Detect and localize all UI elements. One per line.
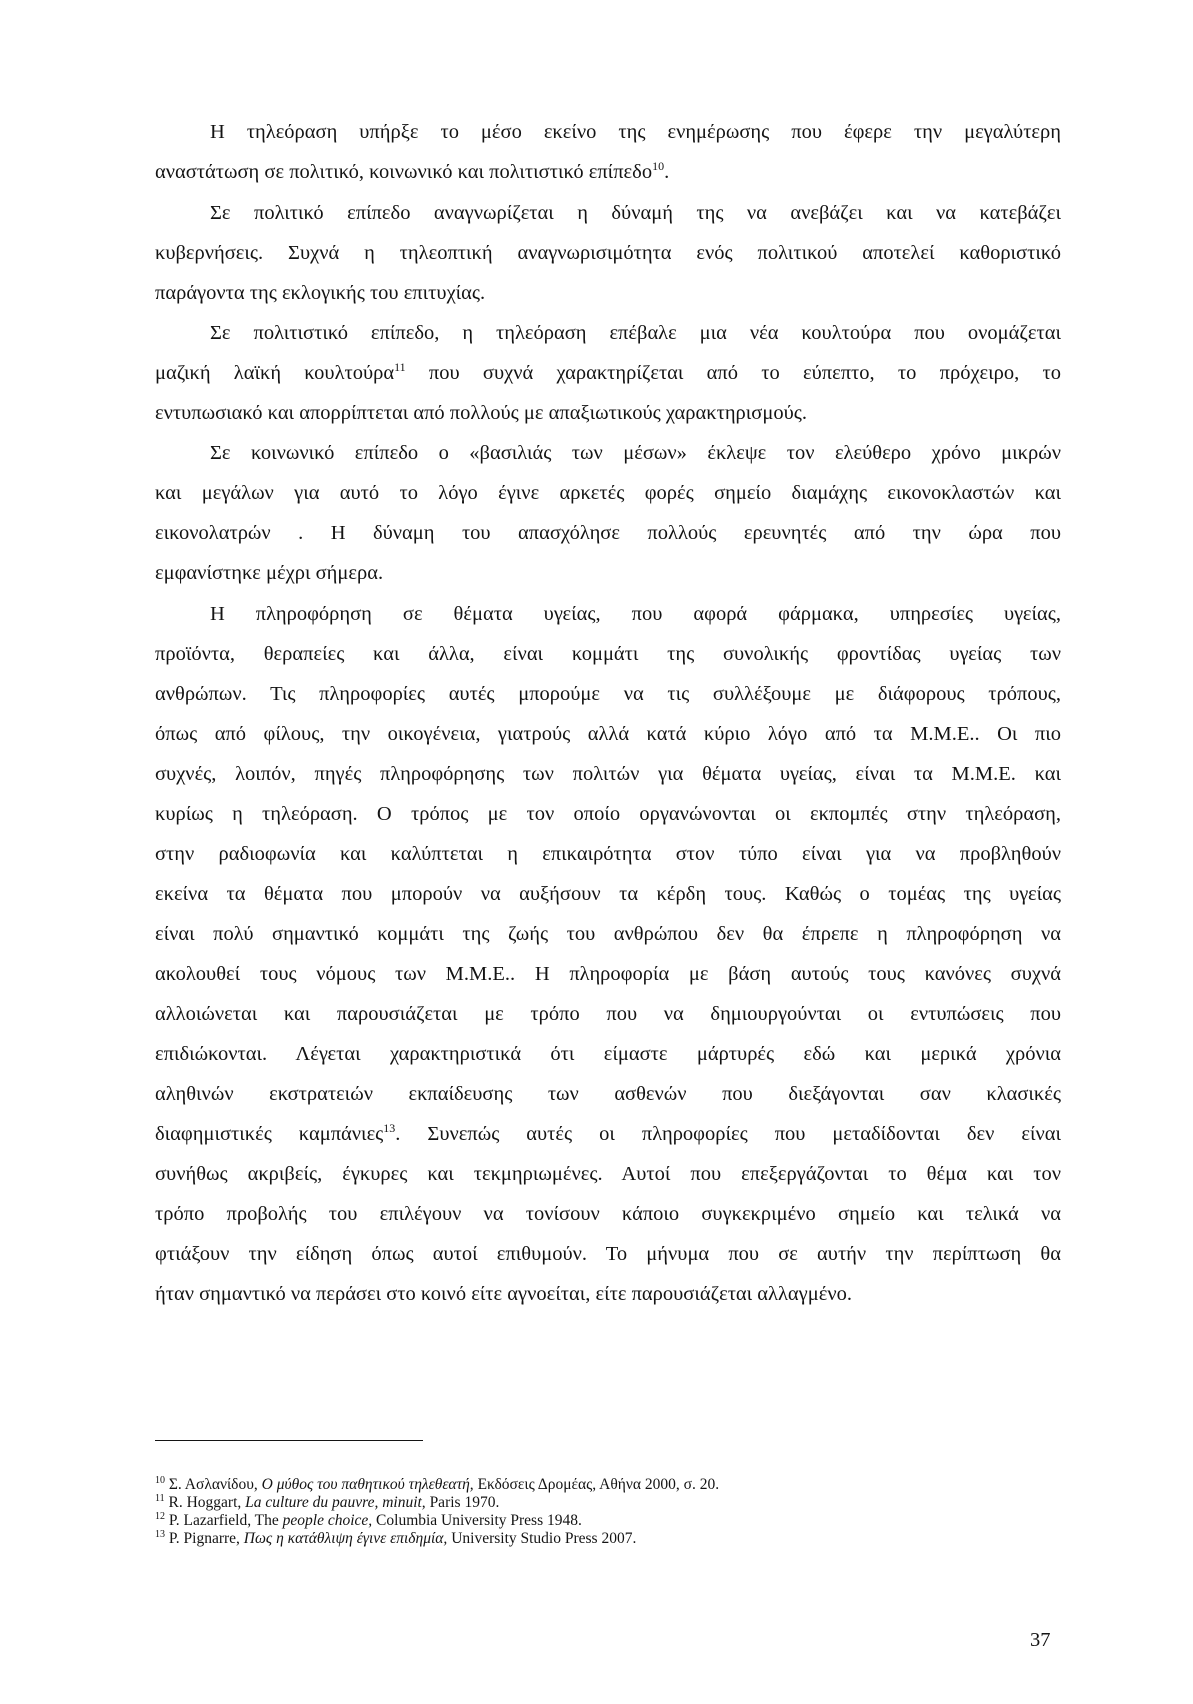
paragraph-5-line-4: όπως από φίλους, την οικογένεια, γιατρούς αλλά κατά κύριο λόγο από τα Μ.Μ.Ε.. Οι πιο: [155, 723, 1061, 745]
footnote-13: $^{13}$ P. Pignarre, Πως η κατάθλιψη έγινε επιδημία, University Studio Press 2007.: [155, 1528, 637, 1547]
footnote-ref-13: 13: [383, 1121, 396, 1136]
paragraph-4-line-1: Σε κοινωνικό επίπεδο ο «βασιλιάς των μέσων» έκλεψε τον ελεύθερο χρόνο μικρών: [210, 442, 1061, 464]
paragraph-4-line-3: εικονολατρών . Η δύναμη του απασχόλησε πολλούς ερευνητές από την ώρα που: [155, 522, 1061, 544]
paragraph-2-line-2: κυβερνήσεις. Συχνά η τηλεοπτική αναγνωρισιμότητα ενός πολιτικού αποτελεί καθοριστικό: [155, 242, 1061, 264]
paragraph-3-line-1: Σε πολιτιστικό επίπεδο, η τηλεόραση επέβαλε μια νέα κουλτούρα που ονομάζεται: [210, 322, 1061, 344]
footnote-10: $^{10}$ Σ. Ασλανίδου, Ο μύθος του παθητικού τηλεθεατή, Εκδόσεις Δρομέας, Αθήνα 2000, σ. 20.: [155, 1474, 720, 1493]
paragraph-5-line-3: ανθρώπων. Τις πληροφορίες αυτές μπορούμε να τις συλλέξουμε με διάφορους τρόπους,: [155, 683, 1061, 705]
paragraph-3-line-3: εντυπωσιακό και απορρίπτεται από πολλούς με απαξιωτικούς χαρακτηρισμούς.: [155, 402, 807, 424]
paragraph-5-line-10: ακολουθεί τους νόμους των Μ.Μ.Ε.. Η πληροφορία με βάση αυτούς τους κανόνες συχνά: [155, 963, 1061, 985]
paragraph-5-line-5: συχνές, λοιπόν, πηγές πληροφόρησης των πολιτών για θέματα υγείας, είναι τα Μ.Μ.Ε. και: [155, 763, 1061, 785]
paragraph-5-line-2: προϊόντα, θεραπείες και άλλα, είναι κομμάτι της συνολικής φροντίδας υγείας των: [155, 643, 1061, 665]
paragraph-4-line-2: και μεγάλων για αυτό το λόγο έγινε αρκετές φορές σημείο διαμάχης εικονοκλαστών και: [155, 482, 1061, 504]
footnote-ref-11: 11: [394, 360, 406, 375]
paragraph-5-line-11: αλλοιώνεται και παρουσιάζεται με τρόπο που να δημιουργούνται οι εντυπώσεις που: [155, 1003, 1061, 1025]
paragraph-5-line-14: διαφημιστικές καμπάνιες$^{13}$. Συνεπώς αυτές οι πληροφορίες που μεταδίδονται δεν είναι: [155, 1121, 1061, 1145]
footnote-ref-10: 10: [652, 159, 665, 174]
footnote-12: $^{12}$ P. Lazarfield, The people choice, Columbia University Press 1948.: [155, 1510, 582, 1529]
paragraph-5-line-6: κυρίως η τηλεόραση. Ο τρόπος με τον οποίο οργανώνονται οι εκπομπές στην τηλεόραση,: [155, 803, 1061, 825]
paragraph-5-line-9: είναι πολύ σημαντικό κομμάτι της ζωής του ανθρώπου δεν θα έπρεπε η πληροφόρηση να: [155, 923, 1061, 945]
footnote-divider: [155, 1440, 423, 1441]
paragraph-1-line-2: αναστάτωση σε πολιτικό, κοινωνικό και πολιτιστικό επίπεδο$^{10}$.: [155, 159, 670, 183]
paragraph-5-line-1: Η πληροφόρηση σε θέματα υγείας, που αφορά φάρμακα, υπηρεσίες υγείας,: [210, 603, 1061, 625]
footnote-11: $^{11}$ R. Hoggart, La culture du pauvre, minuit, Paris 1970.: [155, 1492, 500, 1511]
paragraph-5-line-17: φτιάξουν την είδηση όπως αυτοί επιθυμούν. Το μήνυμα που σε αυτήν την περίπτωση θα: [155, 1243, 1061, 1265]
page-number: 37: [1030, 1629, 1051, 1651]
paragraph-5-line-15: συνήθως ακριβείς, έγκυρες και τεκμηριωμένες. Αυτοί που επεξεργάζονται το θέμα και τον: [155, 1163, 1061, 1185]
paragraph-4-line-4: εμφανίστηκε μέχρι σήμερα.: [155, 562, 384, 584]
paragraph-5-line-13: αληθινών εκστρατειών εκπαίδευσης των ασθενών που διεξάγονται σαν κλασικές: [155, 1083, 1061, 1105]
paragraph-1-line-1: Η τηλεόραση υπήρξε το μέσο εκείνο της ενημέρωσης που έφερε την μεγαλύτερη: [210, 121, 1061, 143]
paragraph-5-line-12: επιδιώκονται. Λέγεται χαρακτηριστικά ότι είμαστε μάρτυρές εδώ και μερικά χρόνια: [155, 1043, 1061, 1065]
paragraph-2-line-1: Σε πολιτικό επίπεδο αναγνωρίζεται η δύναμή της να ανεβάζει και να κατεβάζει: [210, 202, 1061, 224]
paragraph-2-line-3: παράγοντα της εκλογικής του επιτυχίας.: [155, 282, 486, 304]
paragraph-3-line-2: μαζική λαϊκή κουλτούρα$^{11}$ που συχνά χαρακτηρίζεται από το εύπεπτο, το πρόχειρο, το: [155, 360, 1061, 384]
paragraph-5-line-16: τρόπο προβολής του επιλέγουν να τονίσουν κάποιο συγκεκριμένο σημείο και τελικά να: [155, 1203, 1061, 1225]
paragraph-5-line-8: εκείνα τα θέματα που μπορούν να αυξήσουν τα κέρδη τους. Καθώς ο τομέας της υγείας: [155, 883, 1061, 905]
paragraph-5-line-7: στην ραδιοφωνία και καλύπτεται η επικαιρότητα στον τύπο είναι για να προβληθούν: [155, 843, 1061, 865]
paragraph-5-line-18: ήταν σημαντικό να περάσει στο κοινό είτε αγνοείται, είτε παρουσιάζεται αλλαγμένο.: [155, 1283, 852, 1305]
